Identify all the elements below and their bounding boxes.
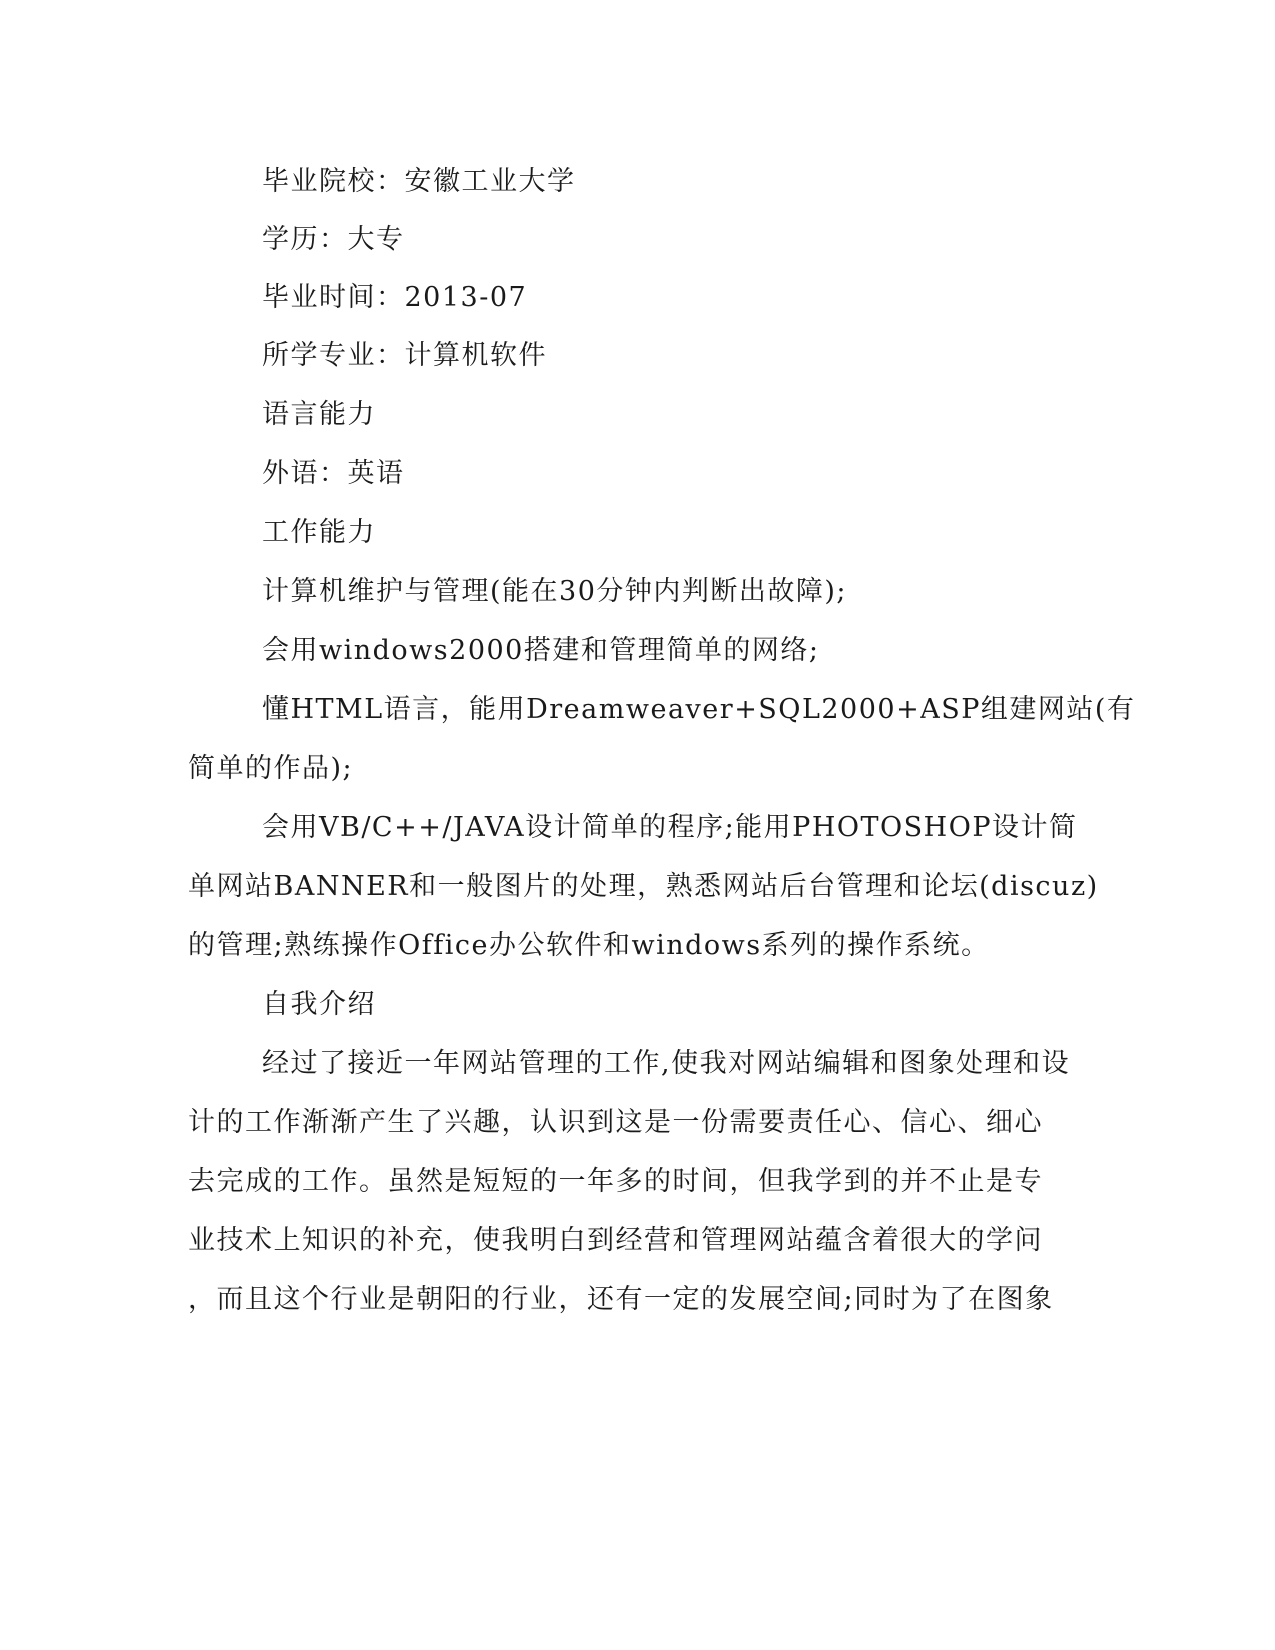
text-line-skill-4-cont-2: 的管理;熟练操作Office办公软件和windows系列的操作系统。 [188, 930, 990, 961]
text-line-intro-1: 经过了接近一年网站管理的工作,使我对网站编辑和图象处理和设 [262, 1048, 1071, 1079]
text-line-education: 学历：大专 [262, 224, 405, 255]
text-line-intro-2: 计的工作渐渐产生了兴趣，认识到这是一份需要责任心、信心、细心 [188, 1107, 1043, 1138]
text-line-intro-5: ，而且这个行业是朝阳的行业，还有一定的发展空间;同时为了在图象 [188, 1284, 1054, 1315]
text-line-skill-2: 会用windows2000搭建和管理简单的网络; [262, 635, 820, 666]
text-line-intro-3: 去完成的工作。虽然是短短的一年多的时间，但我学到的并不止是专 [188, 1166, 1043, 1197]
text-line-skill-1: 计算机维护与管理(能在30分钟内判断出故障); [262, 576, 848, 607]
section-heading-work-ability: 工作能力 [262, 517, 376, 548]
section-heading-self-intro: 自我介绍 [262, 989, 376, 1020]
text-line-school: 毕业院校：安徽工业大学 [262, 166, 576, 197]
text-line-skill-4: 会用VB/C++/JAVA设计简单的程序;能用PHOTOSHOP设计简 [262, 812, 1078, 843]
text-line-skill-3-cont: 简单的作品); [188, 753, 354, 784]
section-heading-language: 语言能力 [262, 399, 376, 430]
text-line-intro-4: 业技术上知识的补充，使我明白到经营和管理网站蕴含着很大的学问 [188, 1225, 1043, 1256]
text-line-major: 所学专业：计算机软件 [262, 340, 547, 371]
text-line-skill-3: 懂HTML语言，能用Dreamweaver+SQL2000+ASP组建网站(有 [262, 694, 1136, 725]
text-line-foreign-language: 外语：英语 [262, 458, 405, 489]
text-line-graduation-date: 毕业时间：2013-07 [262, 282, 528, 313]
text-line-skill-4-cont-1: 单网站BANNER和一般图片的处理，熟悉网站后台管理和论坛(discuz) [188, 871, 1099, 902]
